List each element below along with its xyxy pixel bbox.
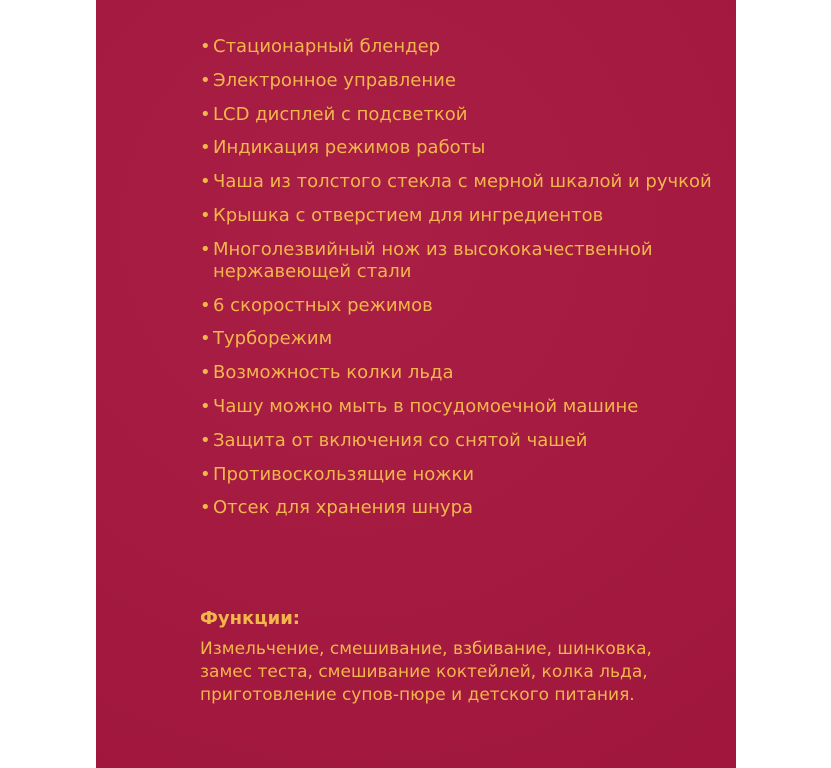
bullet-icon: • bbox=[200, 103, 211, 125]
feature-item bbox=[200, 497, 712, 519]
feature-text: Отсек для хранения шнура bbox=[213, 497, 474, 519]
bullet-icon: • bbox=[200, 497, 211, 519]
feature-item bbox=[200, 137, 712, 159]
feature-text: Индикация режимов работы bbox=[213, 137, 486, 159]
bullet-icon: • bbox=[200, 171, 211, 193]
bullet-icon: • bbox=[200, 463, 211, 485]
functions-description: Измельчение, смешивание, взбивание, шинковка, замес теста, смешивание коктейлей, колка льда, приготовление супов-пюре и детского питания. bbox=[200, 639, 652, 705]
feature-text: 6 скоростных режимов bbox=[213, 294, 433, 316]
feature-text: Защита от включения со снятой чашей bbox=[213, 429, 588, 451]
bullet-icon: • bbox=[200, 328, 211, 350]
feature-item bbox=[200, 70, 712, 92]
feature-text: Крышка с отверстием для ингредиентов bbox=[213, 204, 604, 226]
feature-item bbox=[200, 362, 712, 384]
functions-section bbox=[200, 608, 652, 707]
feature-item bbox=[200, 464, 712, 486]
feature-text: Многолезвийный нож из высококачественной нержавеющей стали bbox=[213, 238, 653, 282]
bullet-icon: • bbox=[200, 294, 211, 316]
feature-item bbox=[200, 205, 712, 227]
bullet-icon: • bbox=[200, 137, 211, 159]
feature-text: LCD дисплей с подсветкой bbox=[213, 103, 468, 125]
bullet-icon: • bbox=[200, 362, 211, 384]
bullet-icon: • bbox=[200, 69, 211, 91]
features-list bbox=[200, 36, 712, 531]
feature-item bbox=[200, 295, 712, 317]
bullet-icon: • bbox=[200, 429, 211, 451]
feature-item bbox=[200, 36, 712, 58]
feature-item bbox=[200, 239, 712, 283]
bullet-icon: • bbox=[200, 204, 211, 226]
bullet-icon: • bbox=[200, 238, 211, 260]
bullet-icon: • bbox=[200, 36, 211, 57]
feature-item bbox=[200, 104, 712, 126]
feature-item bbox=[200, 171, 712, 193]
functions-heading: Функции: bbox=[200, 608, 301, 629]
feature-item bbox=[200, 396, 712, 418]
feature-text: Чаша из толстого стекла с мерной шкалой и ручкой bbox=[213, 171, 712, 193]
feature-item bbox=[200, 430, 712, 452]
feature-text: Противоскользящие ножки bbox=[213, 463, 475, 485]
feature-item bbox=[200, 328, 712, 350]
bullet-icon: • bbox=[200, 395, 211, 417]
feature-text: Турборежим bbox=[213, 328, 333, 350]
feature-text: Чашу можно мыть в посудомоечной машине bbox=[213, 395, 639, 417]
feature-text: Стационарный блендер bbox=[213, 36, 441, 57]
feature-text: Электронное управление bbox=[213, 69, 456, 91]
feature-text: Возможность колки льда bbox=[213, 362, 454, 384]
